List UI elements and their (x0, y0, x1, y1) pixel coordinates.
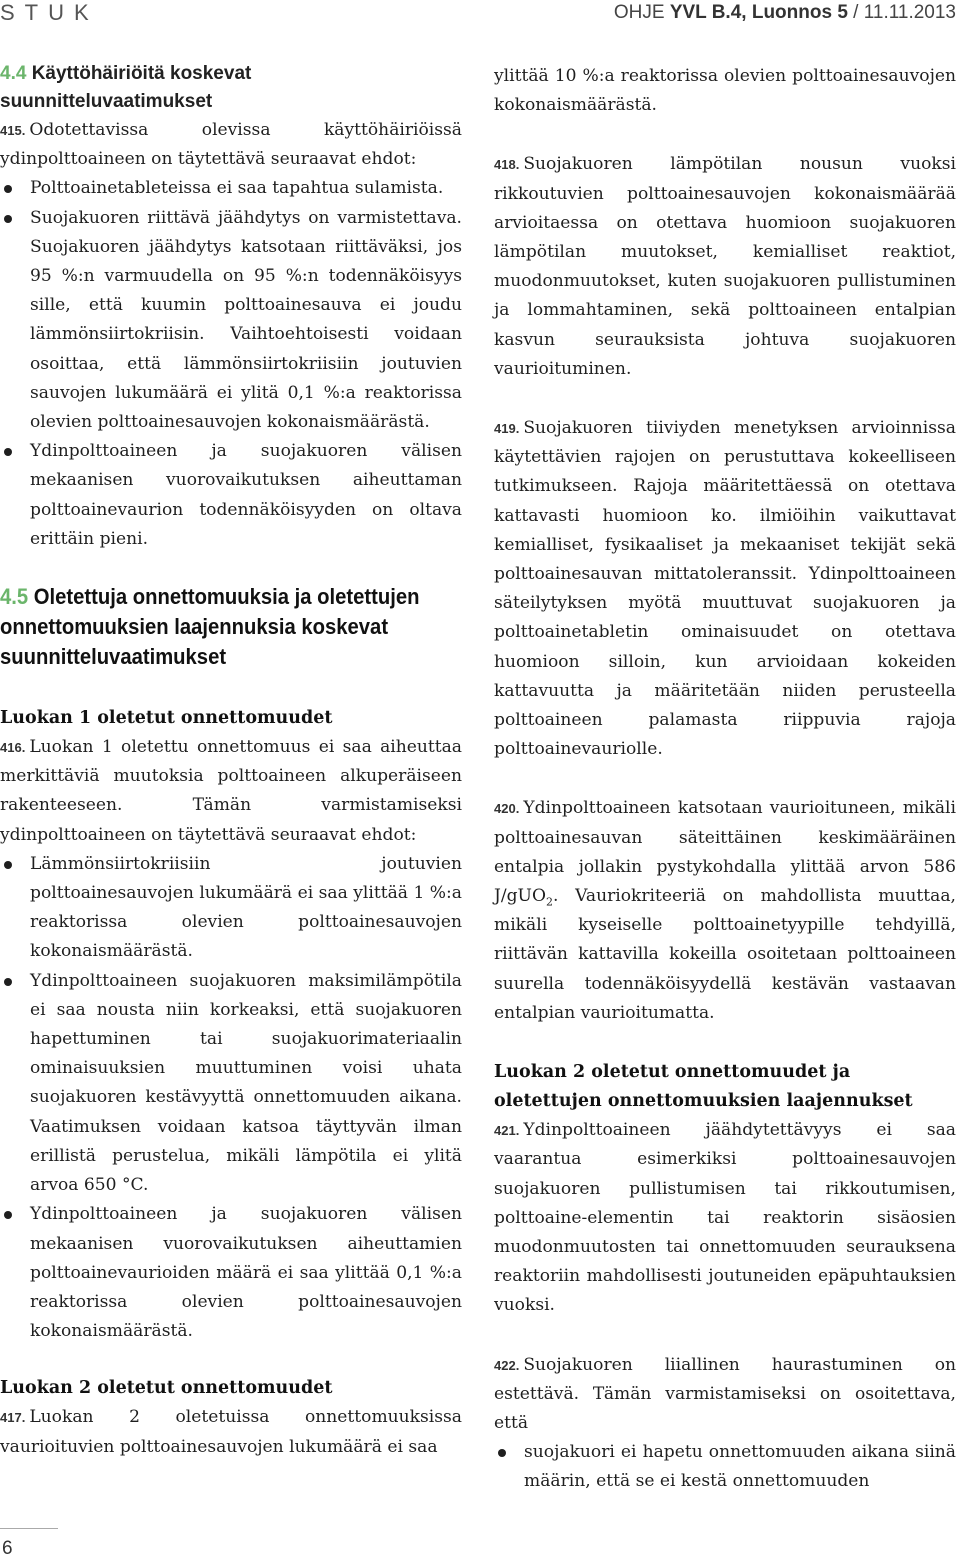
paragraph-420-subscript: 2 (545, 895, 553, 909)
paragraph-416-number: 416. (0, 740, 26, 756)
section-4-5-number: 4.5 (0, 584, 29, 610)
paragraph-418-text: Suojakuoren lämpötilan nousun vuoksi rikkoutuvien polttoainesauvojen kokonaismäärää arvioitaessa on otettava huomioon suojakuoren lämpötilan muutokset, kemialliset reaktiot, muodonmuutokset, kuten suojakuoren pullistuminen ja lommahtaminen, sekä polttoaineen entalpian kasvun seurauksista johtuva suojakuoren vaurioituminen. (494, 154, 956, 379)
list-item: Ydinpolttoaineen ja suojakuoren välisen mekaanisen vuorovaikutuksen aiheuttamien polttoainevaurioiden määrä ei saa ylittää 0,1 %:a reaktorissa olevien polttoainesauvojen kokonaismäärästä. (0, 1200, 462, 1346)
section-4-4-heading (0, 60, 300, 116)
paragraph-421-number: 421. (494, 1123, 520, 1139)
paragraph-415 (0, 116, 462, 174)
heading-class-2: Luokan 2 oletetut onnettomuudet (0, 1378, 333, 1399)
paragraph-416 (0, 733, 462, 850)
header-doc-prefix: OHJE (613, 2, 670, 23)
paragraph-419-number: 419. (494, 421, 520, 437)
list-item: Ydinpolttoaineen suojakuoren maksimilämpötila ei saa nousta niin korkeaksi, että suojakuoren hapettuminen tai suojakuorimateriaalin ominaisuuksien muuttuminen voisi uhata suojakuoren kestävyyttä onnettomuuden aikana. Vaatimuksen voidaan katsoa täyttyvän ilman erillistä perustelua, mikäli lämpötila ei ylitä arvoa 650 °C. (0, 967, 462, 1201)
header-brand: STUK (0, 0, 99, 25)
paragraph-417-continued: ylittää 10 %:a reaktorissa olevien polttoainesauvojen kokonaismäärästä. (494, 66, 956, 116)
list-422 (494, 1438, 956, 1496)
paragraph-417-number: 417. (0, 1410, 26, 1426)
page-number: 6 (2, 1538, 13, 1559)
section-4-5-heading (0, 582, 460, 672)
paragraph-415-number: 415. (0, 123, 26, 138)
header-doc-info (614, 0, 956, 26)
paragraph-420-number: 420. (494, 801, 520, 817)
footer-divider (0, 1528, 58, 1529)
list-item: Polttoainetableteissa ei saa tapahtua sulamista. (0, 174, 462, 203)
list-416 (0, 850, 462, 1346)
paragraph-420-text-a: Ydinpolttoaineen katsotaan vaurioituneen, mikäli polttoainesauvan säteittäinen keskimääräinen entalpia jollakin pystykohdalla ylittää arvon 586 J/gUO (494, 798, 956, 907)
paragraph-418 (494, 150, 956, 384)
paragraph-417-text: Luokan 2 oletetuissa onnettomuuksissa vaurioituvien polttoainesauvojen lukumäärä ei saa (0, 1407, 462, 1457)
list-item: Lämmönsiirtokriisiin joutuvien polttoainesauvojen lukumäärä ei saa ylittää 1 %:a reaktorissa olevien polttoainesauvojen kokonaismäärästä. (0, 850, 462, 967)
paragraph-422-text: Suojakuoren liiallinen haurastuminen on estettävä. Tämän varmistamiseksi on osoitettava, että (494, 1354, 956, 1433)
paragraph-416-text: Luokan 1 oletettu onnettomuus ei saa aiheuttaa merkittäviä muutoksia polttoaineen alkuperäiseen rakenteeseen. Tämän varmistamiseksi ydinpolttoaineen on täytettävä seuraavat ehdot: (0, 737, 462, 845)
list-item: Suojakuoren riittävä jäähdytys on varmistettava. Suojakuoren jäähdytys katsotaan riittäväksi, jos 95 %:n varmuudella on 95 %:n todennäköisyys sille, että kuumin polttoainesauva ei joudu lämmönsiirtokriisin. Vaihtoehtoisesti voidaan osoittaa, että lämmönsiirtokriisiin joutuvien sauvojen lukumäärä ei ylitä 0,1 %:a reaktorissa olevien polttoainesauvojen kokonaismäärästä. (0, 204, 462, 438)
right-column (494, 62, 956, 1497)
paragraph-419-text: Suojakuoren tiiviyden menetyksen arvioinnissa käytettävien rajojen on perustuttava kokeelliseen tutkimukseen. Rajoja määritettäessä on otettava kattavasti huomioon ko. ilmiöihin vaikuttavat kemialliset, fysikaaliset ja mekaaniset tekijät sekä polttoainesauvan mittatoleranssit. Ydinpolttoaineen säteilytyksen myötä muuttuvat suojakuoren ja polttoainetabletin ominaisuudet on otettava huomioon silloin, kun arvioidaan kokeiden kattavuutta ja määritetään niiden perusteella polttoaineen palamasta riippuvia rajoja polttoainevauriolle. (494, 418, 956, 760)
section-4-4-title: Käyttöhäiriöitä koskevat suunnitteluvaatimukset (0, 63, 252, 112)
paragraph-415-text: Odotettavissa olevissa käyttöhäiriöissä ydinpolttoaineen on täytettävä seuraavat ehdot: (0, 120, 462, 170)
list-item: Ydinpolttoaineen ja suojakuoren välisen mekaanisen vuorovaikutuksen aiheuttaman polttoainevaurion todennäköisyyden on oltava erittäin pieni. (0, 437, 462, 554)
section-4-4-number: 4.4 (0, 63, 27, 84)
list-item: suojakuori ei hapetu onnettomuuden aikana siinä määrin, että se ei kestä onnettomuuden (494, 1438, 956, 1496)
paragraph-421 (494, 1116, 956, 1320)
paragraph-418-number: 418. (494, 157, 520, 173)
paragraph-420-text-b: . Vauriokriteeriä on mahdollista muuttaa, mikäli kyseiselle polttoainetyypille tehdyillä, riittävän kattavilla kokeilla osoitetaan polttoaineen suurella todennäköisyydellä kestävän vastaavan entalpian vaurioitumatta. (494, 886, 956, 1023)
heading-class-1: Luokan 1 oletetut onnettomuudet (0, 708, 333, 729)
header-doc-code: YVL B.4, Luonnos 5 (669, 2, 848, 23)
heading-class-2-extensions: Luokan 2 oletetut onnettomuudet ja oletettujen onnettomuuksien laajennukset (494, 1062, 913, 1112)
section-4-5-title: Oletettuja onnettomuuksia ja oletettujen onnettomuuksien laajennuksia koskevat suunnitteluvaatimukset (0, 584, 420, 670)
left-column (0, 60, 462, 1462)
paragraph-421-text: Ydinpolttoaineen jäähdytettävyys ei saa vaarantua esimerkiksi polttoainesauvojen suojakuoren pullistumisen tai rikkoutumisen, polttoaine-elementin tai reaktorin sisäosien muodonmuutosten tai onnettomuuden seurauksena reaktoriin mahdollisesti joutuneiden epäpuhtauksien vuoksi. (494, 1120, 956, 1316)
header-doc-date: / 11.11.2013 (847, 2, 956, 23)
paragraph-420 (494, 794, 956, 1028)
paragraph-422 (494, 1351, 956, 1439)
paragraph-419 (494, 414, 956, 764)
paragraph-422-number: 422. (494, 1357, 520, 1373)
paragraph-417 (0, 1403, 462, 1461)
list-415 (0, 174, 462, 554)
